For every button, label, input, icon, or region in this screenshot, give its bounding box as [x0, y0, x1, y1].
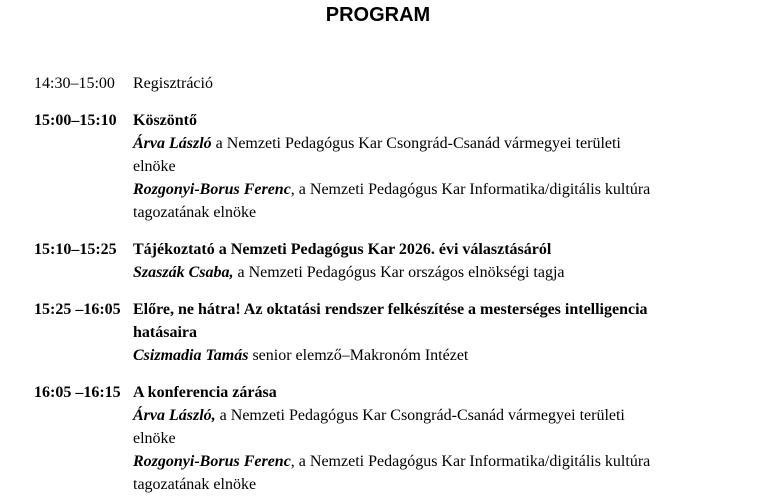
speaker-line-continuation: elnöke	[133, 158, 176, 175]
schedule-entry	[34, 72, 768, 95]
entry-time: 14:30–15:00	[34, 75, 115, 92]
speaker-name: Rozgonyi-Borus Ferenc	[133, 453, 291, 470]
entry-title: A konferencia zárása	[133, 384, 277, 401]
speaker-line	[133, 450, 768, 473]
entry-content	[133, 72, 768, 95]
speaker-line	[133, 261, 768, 284]
speaker-role: senior elemző–Makronóm Intézet	[248, 347, 469, 364]
entry-title: Tájékoztató a Nemzeti Pedagógus Kar 2026. évi választásáról	[133, 241, 552, 258]
entry-title-continuation: hatásaira	[133, 324, 197, 341]
speaker-role: a Nemzeti Pedagógus Kar Csongrád-Csanád vármegyei területi	[215, 407, 625, 424]
schedule-entry	[34, 298, 768, 367]
entry-title: Köszöntő	[133, 112, 197, 129]
speaker-role: a Nemzeti Pedagógus Kar Csongrád-Csanád vármegyei területi	[211, 135, 621, 152]
speaker-line-continuation: tagozatának elnöke	[133, 204, 257, 221]
entry-content	[133, 381, 768, 496]
entry-title: Regisztráció	[133, 75, 213, 92]
entry-title: Előre, ne hátra! Az oktatási rendszer felkészítése a mesterséges intelligencia	[133, 301, 648, 318]
page-title: PROGRAM	[325, 4, 431, 26]
speaker-line	[133, 178, 768, 201]
entry-content	[133, 298, 768, 367]
entry-time: 15:25 –16:05	[34, 301, 121, 318]
speaker-name: Árva László,	[133, 407, 216, 424]
schedule	[0, 72, 768, 496]
entry-time: 16:05 –16:15	[34, 384, 121, 401]
speaker-role: , a Nemzeti Pedagógus Kar Informatika/digitális kultúra	[290, 181, 651, 198]
speaker-line-continuation: tagozatának elnöke	[133, 476, 257, 493]
schedule-entry	[34, 109, 768, 224]
schedule-entry	[34, 381, 768, 496]
entry-time: 15:00–15:10	[34, 112, 117, 129]
speaker-line-continuation: elnöke	[133, 430, 176, 447]
schedule-entry	[34, 238, 768, 284]
speaker-name: Árva László	[133, 135, 212, 152]
speaker-role: , a Nemzeti Pedagógus Kar Informatika/digitális kultúra	[290, 453, 651, 470]
speaker-line	[133, 132, 768, 155]
speaker-name: Csizmadia Tamás	[133, 347, 249, 364]
speaker-line	[133, 344, 768, 367]
entry-content	[133, 238, 768, 284]
speaker-name: Szaszák Csaba,	[133, 264, 234, 281]
speaker-line	[133, 404, 768, 427]
entry-content	[133, 109, 768, 224]
speaker-name: Rozgonyi-Borus Ferenc	[133, 181, 291, 198]
speaker-role: a Nemzeti Pedagógus Kar országos elnökségi tagja	[233, 264, 565, 281]
entry-time: 15:10–15:25	[34, 241, 117, 258]
